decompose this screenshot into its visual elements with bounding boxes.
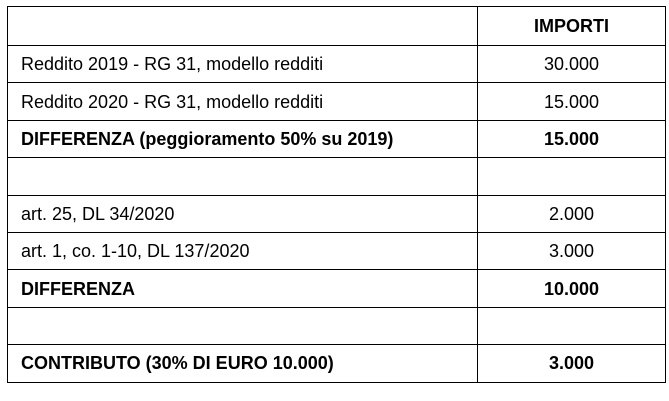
table-row	[8, 46, 666, 83]
header-label-cell	[8, 7, 478, 46]
row-label: DIFFERENZA (peggioramento 50% su 2019)	[8, 120, 478, 157]
table-row-total	[8, 120, 666, 157]
row-label: Reddito 2019 - RG 31, modello redditi	[8, 46, 478, 83]
table-row-empty	[8, 158, 666, 195]
row-amount: 2.000	[478, 195, 666, 232]
row-amount	[478, 158, 666, 195]
row-amount: 3.000	[478, 232, 666, 269]
row-amount: 3.000	[478, 345, 666, 382]
row-amount: 15.000	[478, 83, 666, 120]
table-row	[8, 232, 666, 269]
table-row	[8, 83, 666, 120]
header-amount-cell: IMPORTI	[478, 7, 666, 46]
table-row-total	[8, 270, 666, 307]
row-label	[8, 307, 478, 344]
row-amount	[478, 307, 666, 344]
row-label: CONTRIBUTO (30% DI EURO 10.000)	[8, 345, 478, 382]
row-amount: 15.000	[478, 120, 666, 157]
row-amount: 30.000	[478, 46, 666, 83]
row-amount: 10.000	[478, 270, 666, 307]
table-row-contribution	[8, 345, 666, 382]
row-label	[8, 158, 478, 195]
table-row-empty	[8, 307, 666, 344]
contribution-table	[7, 6, 666, 383]
table-row	[8, 195, 666, 232]
row-label: art. 1, co. 1-10, DL 137/2020	[8, 232, 478, 269]
row-label: Reddito 2020 - RG 31, modello redditi	[8, 83, 478, 120]
row-label: art. 25, DL 34/2020	[8, 195, 478, 232]
table-header-row	[8, 7, 666, 46]
row-label: DIFFERENZA	[8, 270, 478, 307]
